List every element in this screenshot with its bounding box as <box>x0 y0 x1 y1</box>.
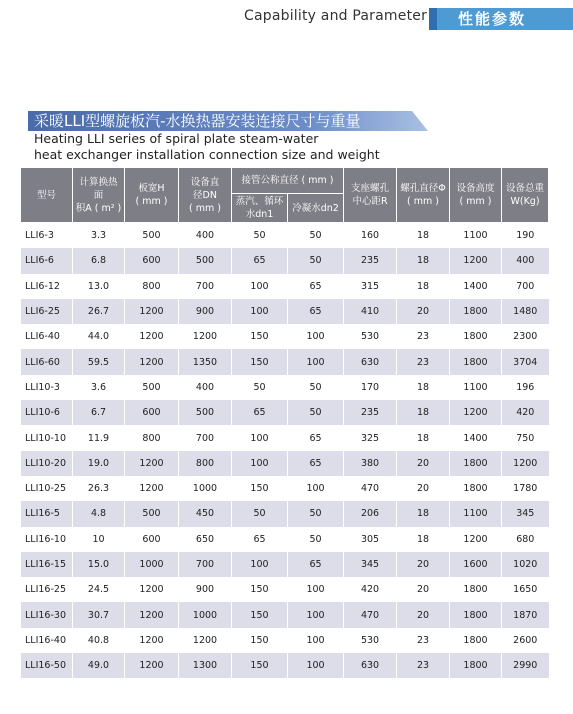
col-header-weight: 设备总重 W(Kg) <box>502 168 549 223</box>
cell-support-distance: 630 <box>344 653 397 678</box>
col-header-plate-width: 板宽H ( mm ) <box>125 168 179 223</box>
cell-support-distance: 470 <box>344 602 397 627</box>
cell-dn2: 50 <box>288 248 344 273</box>
table-row <box>21 425 549 450</box>
cell-bolt-hole: 18 <box>397 501 450 526</box>
cell-model: LLI6-60 <box>21 349 73 374</box>
cell-bolt-hole: 20 <box>397 451 450 476</box>
cell-dn2: 100 <box>288 628 344 653</box>
cell-dn1: 150 <box>232 324 288 349</box>
cell-model: LLI6-3 <box>21 223 73 249</box>
cell-area: 24.5 <box>73 577 125 602</box>
cell-support-distance: 170 <box>344 375 397 400</box>
cell-support-distance: 206 <box>344 501 397 526</box>
cell-height: 1800 <box>450 349 502 374</box>
cell-weight: 2300 <box>502 324 549 349</box>
cell-dn2: 50 <box>288 223 344 249</box>
cell-dn1: 100 <box>232 425 288 450</box>
section-header-english: Capability and Parameter <box>244 8 428 24</box>
cell-diameter: 700 <box>179 425 232 450</box>
cell-area: 15.0 <box>73 552 125 577</box>
cell-dn2: 100 <box>288 476 344 501</box>
cell-support-distance: 315 <box>344 274 397 299</box>
cell-weight: 420 <box>502 400 549 425</box>
cell-area: 11.9 <box>73 425 125 450</box>
cell-diameter: 1000 <box>179 602 232 627</box>
cell-height: 1100 <box>450 375 502 400</box>
cell-plate-width: 1200 <box>125 324 179 349</box>
table-row <box>21 653 549 678</box>
cell-bolt-hole: 18 <box>397 248 450 273</box>
cell-dn1: 150 <box>232 349 288 374</box>
cell-bolt-hole: 18 <box>397 400 450 425</box>
cell-dn2: 50 <box>288 501 344 526</box>
cell-model: LLI16-10 <box>21 527 73 552</box>
table-row <box>21 299 549 324</box>
cell-diameter: 900 <box>179 577 232 602</box>
table-row <box>21 628 549 653</box>
table-row <box>21 223 549 249</box>
col-header-support-distance: 支座螺孔 中心距R <box>344 168 397 223</box>
table-row <box>21 577 549 602</box>
cell-support-distance: 420 <box>344 577 397 602</box>
cell-weight: 680 <box>502 527 549 552</box>
cell-diameter: 900 <box>179 299 232 324</box>
cell-dn2: 100 <box>288 653 344 678</box>
cell-dn1: 65 <box>232 527 288 552</box>
cell-plate-width: 1200 <box>125 299 179 324</box>
cell-area: 3.6 <box>73 375 125 400</box>
cell-diameter: 1200 <box>179 628 232 653</box>
cell-bolt-hole: 18 <box>397 274 450 299</box>
cell-area: 49.0 <box>73 653 125 678</box>
section-header-chinese: 性能参数 <box>458 10 527 28</box>
cell-dn2: 100 <box>288 577 344 602</box>
cell-diameter: 700 <box>179 274 232 299</box>
cell-plate-width: 500 <box>125 375 179 400</box>
cell-diameter: 1350 <box>179 349 232 374</box>
cell-model: LLI10-10 <box>21 425 73 450</box>
cell-bolt-hole: 20 <box>397 476 450 501</box>
cell-bolt-hole: 23 <box>397 628 450 653</box>
cell-support-distance: 630 <box>344 349 397 374</box>
cell-model: LLI10-25 <box>21 476 73 501</box>
cell-weight: 1200 <box>502 451 549 476</box>
cell-height: 1800 <box>450 577 502 602</box>
table-row <box>21 451 549 476</box>
cell-area: 13.0 <box>73 274 125 299</box>
cell-area: 59.5 <box>73 349 125 374</box>
table-row <box>21 349 549 374</box>
cell-support-distance: 410 <box>344 299 397 324</box>
cell-dn1: 50 <box>232 501 288 526</box>
cell-height: 1400 <box>450 425 502 450</box>
table-row <box>21 476 549 501</box>
cell-plate-width: 800 <box>125 274 179 299</box>
cell-bolt-hole: 20 <box>397 299 450 324</box>
cell-model: LLI6-25 <box>21 299 73 324</box>
cell-model: LLI6-40 <box>21 324 73 349</box>
table-row <box>21 248 549 273</box>
cell-support-distance: 235 <box>344 248 397 273</box>
cell-model: LLI6-6 <box>21 248 73 273</box>
cell-support-distance: 380 <box>344 451 397 476</box>
cell-plate-width: 1200 <box>125 476 179 501</box>
cell-height: 1200 <box>450 400 502 425</box>
cell-height: 1200 <box>450 248 502 273</box>
cell-plate-width: 600 <box>125 527 179 552</box>
col-header-model: 型号 <box>21 168 73 223</box>
cell-dn1: 150 <box>232 476 288 501</box>
cell-weight: 2990 <box>502 653 549 678</box>
col-header-dn1: 蒸汽、循环 水dn1 <box>232 194 288 223</box>
cell-dn1: 100 <box>232 451 288 476</box>
col-header-bolt-hole: 螺孔直径Φ ( mm ) <box>397 168 450 223</box>
cell-weight: 1480 <box>502 299 549 324</box>
cell-height: 1800 <box>450 476 502 501</box>
cell-model: LLI16-25 <box>21 577 73 602</box>
cell-dn1: 150 <box>232 653 288 678</box>
cell-dn1: 65 <box>232 400 288 425</box>
cell-model: LLI16-40 <box>21 628 73 653</box>
cell-dn2: 100 <box>288 602 344 627</box>
cell-support-distance: 325 <box>344 425 397 450</box>
col-header-dn2: 冷凝水dn2 <box>288 194 344 223</box>
cell-bolt-hole: 18 <box>397 527 450 552</box>
cell-weight: 196 <box>502 375 549 400</box>
cell-height: 1800 <box>450 299 502 324</box>
cell-area: 6.7 <box>73 400 125 425</box>
cell-model: LLI16-50 <box>21 653 73 678</box>
cell-bolt-hole: 23 <box>397 349 450 374</box>
cell-dn1: 100 <box>232 299 288 324</box>
table-row <box>21 274 549 299</box>
cell-dn1: 50 <box>232 375 288 400</box>
cell-weight: 1020 <box>502 552 549 577</box>
cell-weight: 400 <box>502 248 549 273</box>
cell-weight: 345 <box>502 501 549 526</box>
cell-dn2: 65 <box>288 451 344 476</box>
cell-plate-width: 1200 <box>125 349 179 374</box>
cell-model: LLI16-5 <box>21 501 73 526</box>
cell-height: 1200 <box>450 527 502 552</box>
table-title-english-line1: Heating LLI series of spiral plate steam-water <box>34 131 319 146</box>
header-accent-stub <box>429 8 437 30</box>
table-row <box>21 602 549 627</box>
cell-model: LLI16-30 <box>21 602 73 627</box>
cell-model: LLI10-6 <box>21 400 73 425</box>
cell-weight: 190 <box>502 223 549 249</box>
cell-area: 6.8 <box>73 248 125 273</box>
cell-weight: 1870 <box>502 602 549 627</box>
cell-height: 1800 <box>450 324 502 349</box>
cell-dn1: 150 <box>232 628 288 653</box>
cell-support-distance: 345 <box>344 552 397 577</box>
cell-plate-width: 1200 <box>125 451 179 476</box>
cell-bolt-hole: 20 <box>397 602 450 627</box>
table-row <box>21 324 549 349</box>
cell-dn2: 65 <box>288 274 344 299</box>
cell-support-distance: 470 <box>344 476 397 501</box>
cell-dn2: 65 <box>288 299 344 324</box>
cell-plate-width: 1200 <box>125 577 179 602</box>
cell-bolt-hole: 18 <box>397 375 450 400</box>
cell-weight: 750 <box>502 425 549 450</box>
cell-area: 19.0 <box>73 451 125 476</box>
cell-diameter: 500 <box>179 400 232 425</box>
col-header-diameter: 设备直 径DN ( mm ) <box>179 168 232 223</box>
cell-support-distance: 530 <box>344 324 397 349</box>
cell-area: 3.3 <box>73 223 125 249</box>
cell-dn2: 65 <box>288 552 344 577</box>
cell-model: LLI6-12 <box>21 274 73 299</box>
cell-plate-width: 1200 <box>125 628 179 653</box>
cell-dn2: 100 <box>288 349 344 374</box>
col-header-area: 计算换热面 积A ( m² ) <box>73 168 125 223</box>
cell-dn2: 65 <box>288 425 344 450</box>
table-row <box>21 375 549 400</box>
cell-bolt-hole: 23 <box>397 653 450 678</box>
cell-plate-width: 600 <box>125 248 179 273</box>
cell-area: 10 <box>73 527 125 552</box>
cell-dn1: 150 <box>232 577 288 602</box>
cell-area: 26.7 <box>73 299 125 324</box>
table-title-english-line2: heat exchanger installation connection size and weight <box>34 147 380 162</box>
spec-table <box>20 167 549 678</box>
section-header-bar <box>429 8 573 30</box>
col-header-height: 设备高度 ( mm ) <box>450 168 502 223</box>
cell-height: 1800 <box>450 628 502 653</box>
cell-diameter: 500 <box>179 248 232 273</box>
cell-support-distance: 530 <box>344 628 397 653</box>
cell-diameter: 800 <box>179 451 232 476</box>
cell-diameter: 1000 <box>179 476 232 501</box>
cell-dn1: 65 <box>232 248 288 273</box>
cell-diameter: 400 <box>179 375 232 400</box>
cell-area: 4.8 <box>73 501 125 526</box>
cell-support-distance: 160 <box>344 223 397 249</box>
cell-area: 44.0 <box>73 324 125 349</box>
table-title-chinese: 采暖LLI型螺旋板汽-水换热器安装连接尺寸与重量 <box>34 112 361 130</box>
cell-height: 1600 <box>450 552 502 577</box>
table-header <box>21 168 549 223</box>
table-body <box>21 223 549 679</box>
cell-model: LLI10-3 <box>21 375 73 400</box>
cell-dn1: 150 <box>232 602 288 627</box>
cell-diameter: 400 <box>179 223 232 249</box>
cell-height: 1800 <box>450 602 502 627</box>
cell-dn1: 100 <box>232 274 288 299</box>
cell-plate-width: 600 <box>125 400 179 425</box>
cell-area: 26.3 <box>73 476 125 501</box>
cell-bolt-hole: 18 <box>397 223 450 249</box>
cell-model: LLI10-20 <box>21 451 73 476</box>
cell-plate-width: 500 <box>125 223 179 249</box>
cell-diameter: 650 <box>179 527 232 552</box>
cell-diameter: 700 <box>179 552 232 577</box>
cell-plate-width: 500 <box>125 501 179 526</box>
col-header-nozzle-group: 接管公称直径 ( mm ) <box>232 168 344 194</box>
cell-model: LLI16-15 <box>21 552 73 577</box>
table-row <box>21 501 549 526</box>
cell-plate-width: 1200 <box>125 602 179 627</box>
cell-area: 30.7 <box>73 602 125 627</box>
cell-bolt-hole: 18 <box>397 425 450 450</box>
cell-dn1: 50 <box>232 223 288 249</box>
cell-plate-width: 1200 <box>125 653 179 678</box>
cell-plate-width: 800 <box>125 425 179 450</box>
cell-bolt-hole: 23 <box>397 324 450 349</box>
cell-bolt-hole: 20 <box>397 552 450 577</box>
cell-dn2: 50 <box>288 400 344 425</box>
cell-plate-width: 1000 <box>125 552 179 577</box>
cell-weight: 3704 <box>502 349 549 374</box>
cell-area: 40.8 <box>73 628 125 653</box>
cell-dn2: 100 <box>288 324 344 349</box>
table-row <box>21 527 549 552</box>
cell-support-distance: 305 <box>344 527 397 552</box>
cell-diameter: 450 <box>179 501 232 526</box>
cell-weight: 2600 <box>502 628 549 653</box>
cell-weight: 1780 <box>502 476 549 501</box>
cell-height: 1800 <box>450 653 502 678</box>
cell-support-distance: 235 <box>344 400 397 425</box>
table-row <box>21 400 549 425</box>
cell-dn1: 100 <box>232 552 288 577</box>
cell-dn2: 50 <box>288 375 344 400</box>
cell-dn2: 50 <box>288 527 344 552</box>
cell-weight: 1650 <box>502 577 549 602</box>
cell-height: 1100 <box>450 223 502 249</box>
cell-diameter: 1200 <box>179 324 232 349</box>
cell-diameter: 1300 <box>179 653 232 678</box>
cell-bolt-hole: 20 <box>397 577 450 602</box>
table-row <box>21 552 549 577</box>
cell-weight: 700 <box>502 274 549 299</box>
cell-height: 1800 <box>450 451 502 476</box>
cell-height: 1400 <box>450 274 502 299</box>
cell-height: 1100 <box>450 501 502 526</box>
